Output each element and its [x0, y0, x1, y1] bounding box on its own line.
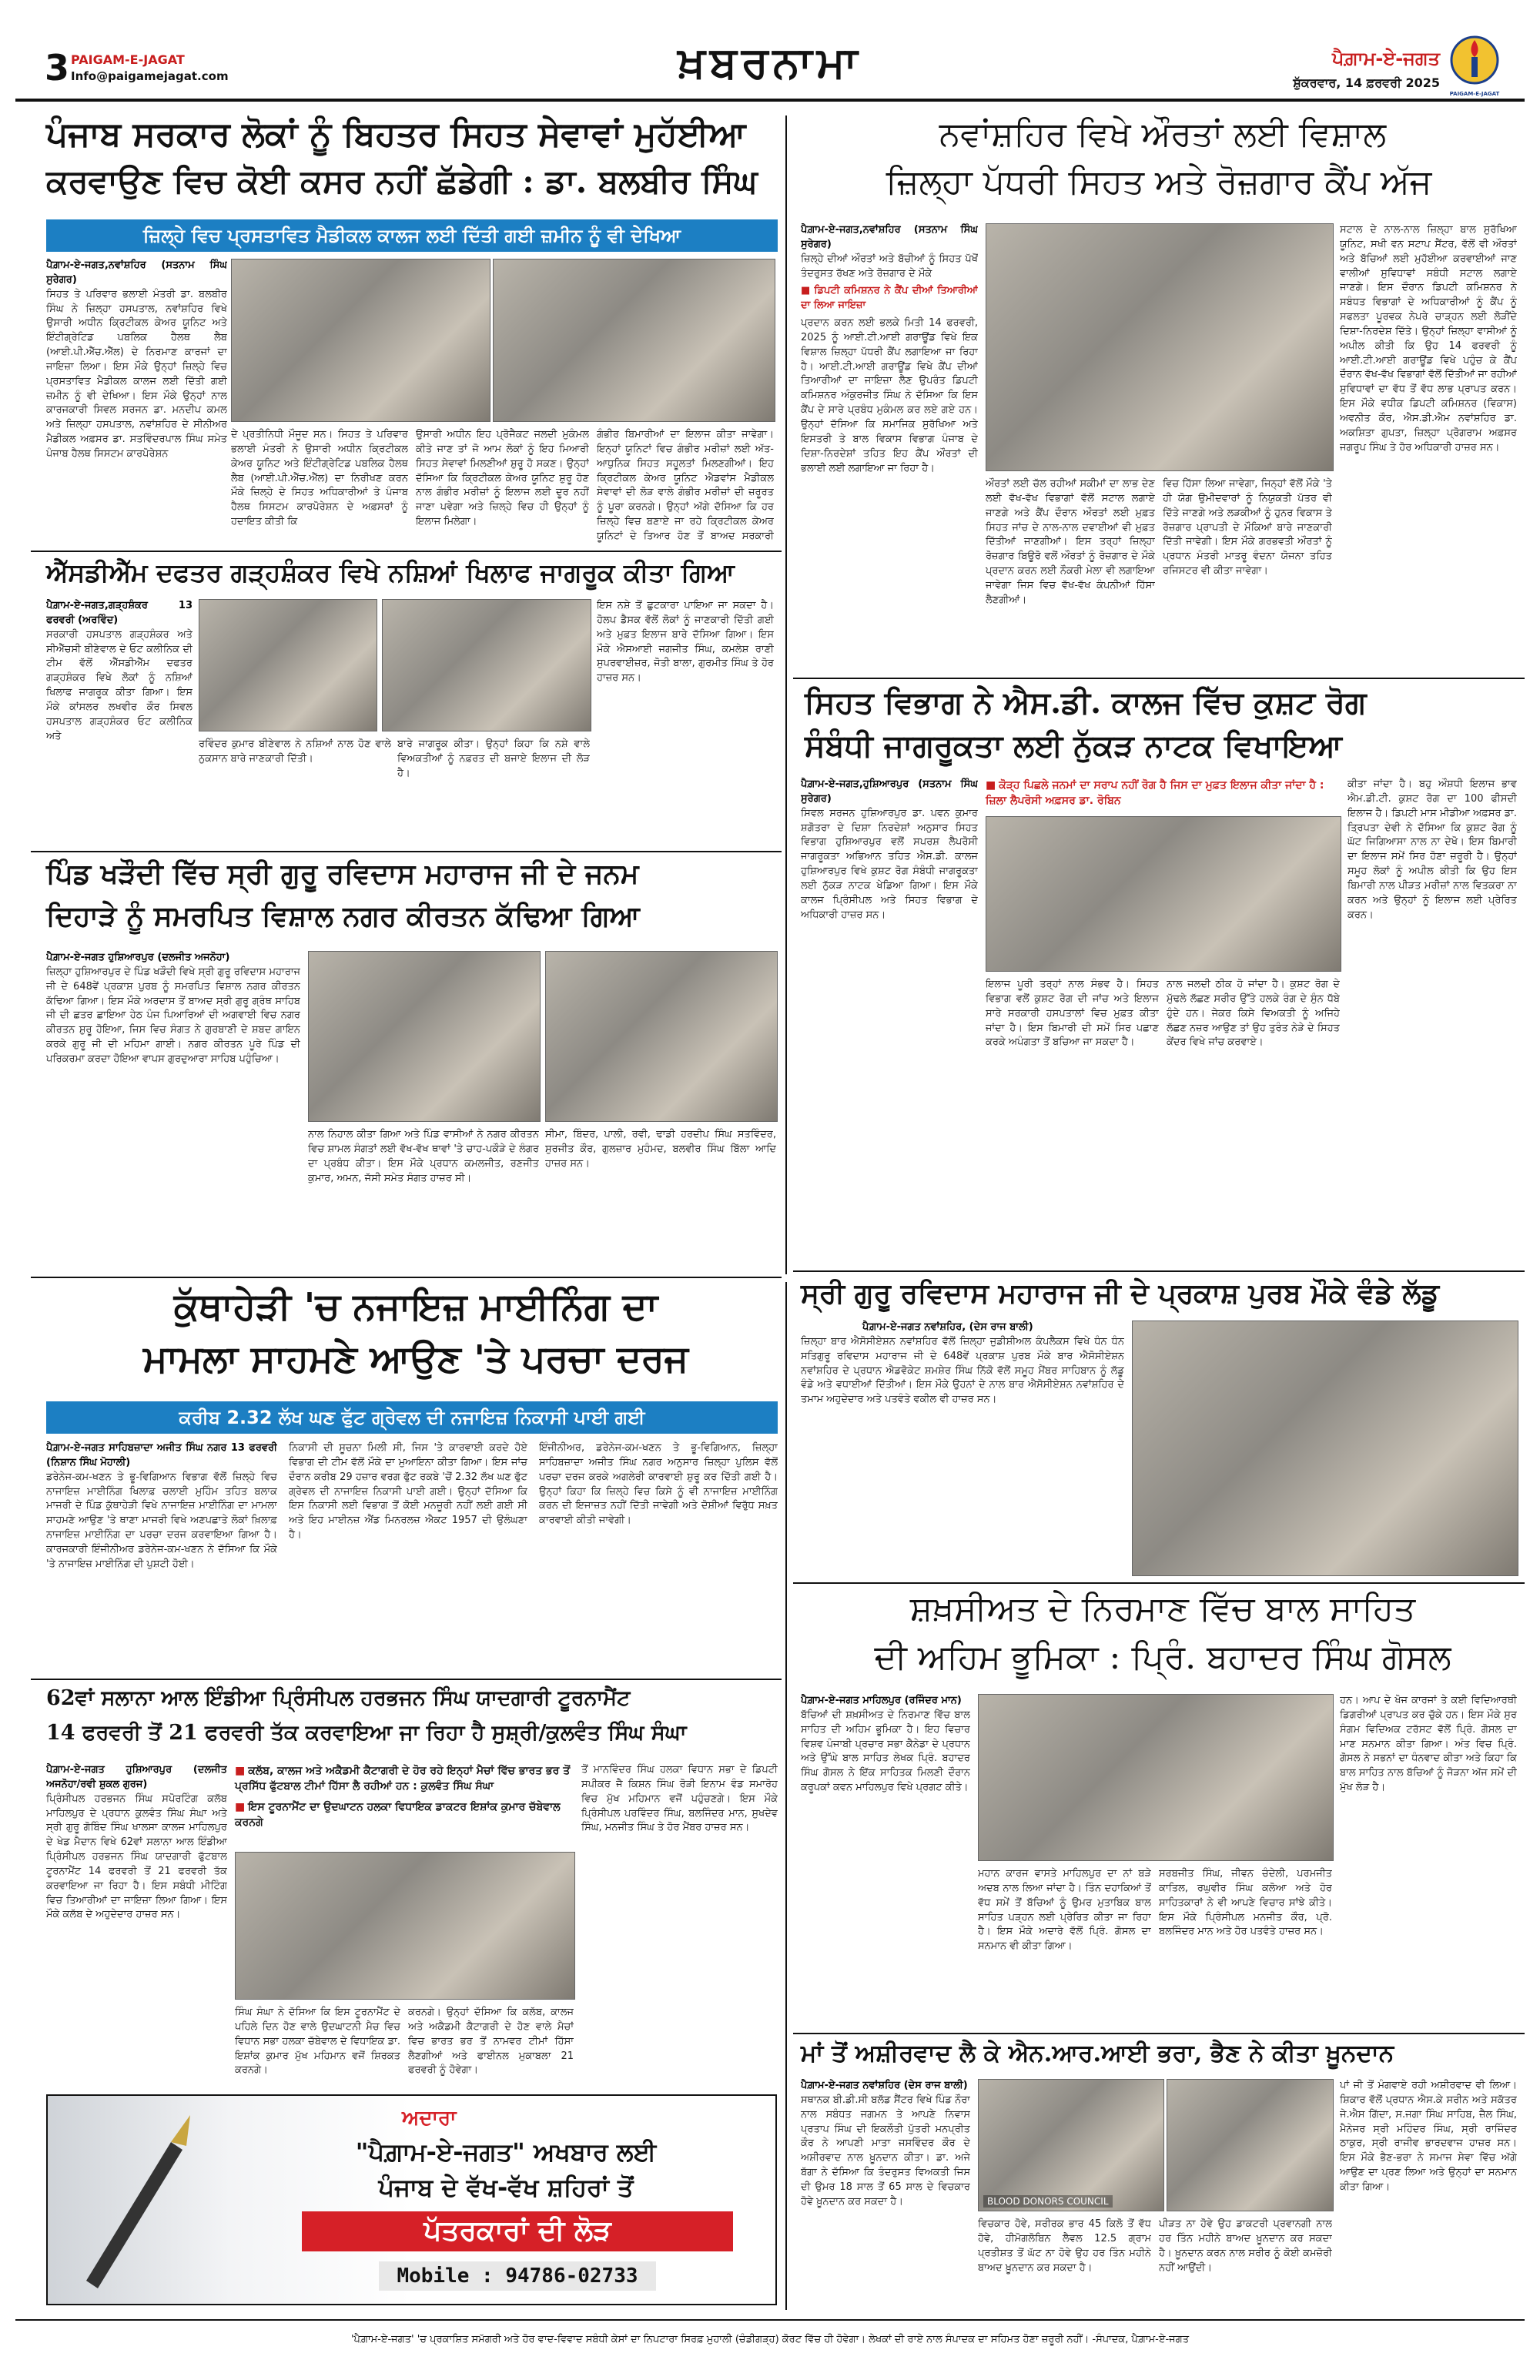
page-header	[0, 0, 1540, 97]
a7-photo	[1132, 1321, 1518, 1576]
divider-h-right-1	[793, 678, 1525, 679]
a8-headline-1: ਸ਼ਖ਼ਸੀਅਤ ਦੇ ਨਿਰਮਾਣ ਵਿੱਚ ਬਾਲ ਸਾਹਿਤ	[909, 1589, 1416, 1629]
a6-col-3: ਇੰਜੀਨੀਅਰ, ਡਰੇਨੇਜ-ਕਮ-ਖਣਨ ਤੇ ਭੂ-ਵਿਗਿਆਨ, ਜ਼ਿਲ੍ਹਾ ਸਾਹਿਬਜ਼ਾਦਾ ਅਜੀਤ ਸਿੰਘ ਨਗਰ ਅਨੁਸਾਰ ਜ਼ਿਲ੍ਹਾ ਪੁਲਿਸ ਵੱਲੋਂ ਪਰਚਾ ਦਰਜ ਕਰਕੇ ਅਗਲੇਰੀ ਕਾਰਵਾਈ ਸ਼ੁਰੂ ਕਰ ਦਿੱਤੀ ਗਈ ਹੈ। ਉਨ੍ਹਾਂ ਕਿਹਾ ਕਿ ਜ਼ਿਲ੍ਹੇ ਵਿਚ ਕਿਸੇ ਨੂੰ ਵੀ ਨਾਜਾਇਜ਼ ਮਾਈਨਿੰਗ ਕਰਨ ਦੀ ਇਜਾਜ਼ਤ ਨਹੀਂ ਦਿੱਤੀ ਜਾਵੇਗੀ ਅਤੇ ਦੋਸ਼ੀਆਂ ਵਿਰੁੱਧ ਸਖ਼ਤ ਕਾਰਵਾਈ ਕੀਤੀ ਜਾਵੇਗੀ।	[539, 1442, 778, 1527]
divider-h-1	[31, 551, 782, 552]
a1-col-1: ਪੈਗ਼ਾਮ-ਏ-ਜਗਤ,ਨਵਾਂਸ਼ਹਿਰ (ਸਤਨਾਮ ਸਿੰਘ ਸੁਰੇਗਰ) ਸਿਹਤ ਤੇ ਪਰਿਵਾਰ ਭਲਾਈ ਮੰਤਰੀ ਡਾ. ਬਲਬੀਰ ਸਿੰਘ ਨੇ ਜ਼ਿਲ੍ਹਾ ਹਸਪਤਾਲ, ਨਵਾਂਸ਼ਹਿਰ ਵਿਖੇ ਉਸਾਰੀ ਅਧੀਨ ਕ੍ਰਿਟੀਕਲ ਕੇਅਰ ਯੂਨਿਟ ਅਤੇ ਇੰਟੀਗ੍ਰੇਟਿਡ ਪਬਲਿਕ ਹੈਲਥ ਲੈਬ (ਆਈ.ਪੀ.ਐੱਚ.ਐੱਲ) ਦੇ ਨਿਰਮਾਣ ਕਾਰਜਾਂ ਦਾ ਜਾਇਜ਼ਾ ਲਿਆ। ਇਸ ਮੌਕੇ ਉਨ੍ਹਾਂ ਜ਼ਿਲ੍ਹੇ ਵਿਚ ਪ੍ਰਸਤਾਵਿਤ ਮੈਡੀਕਲ ਕਾਲਜ ਲਈ ਦਿੱਤੀ ਗਈ ਜ਼ਮੀਨ ਨੂੰ ਵੀ ਦੇਖਿਆ। ਇਸ ਮੌਕੇ ਉਨ੍ਹਾਂ ਨਾਲ ਕਾਰਜਕਾਰੀ ਸਿਵਲ ਸਰਜਨ ਡਾ. ਮਨਦੀਪ ਕਮਲ ਅਤੇ ਜ਼ਿਲ੍ਹਾ ਹਸਪਤਾਲ, ਨਵਾਂਸ਼ਹਿਰ ਦੇ ਸੀਨੀਅਰ ਮੈਡੀਕਲ ਅਫ਼ਸਰ ਡਾ. ਸਤਵਿੰਦਰਪਾਲ ਸਿੰਘ ਸਮੇਤ ਪੰਜਾਬ ਹੈਲਥ ਸਿਸਟਮ ਕਾਰਪੋਰੇਸ਼ਨ	[46, 259, 227, 460]
a5-photo-1	[308, 951, 541, 1122]
a1-col-4: ਗੰਭੀਰ ਬਿਮਾਰੀਆਂ ਦਾ ਇਲਾਜ ਕੀਤਾ ਜਾਵੇਗਾ। ਇਨ੍ਹਾਂ ਯੂਨਿਟਾਂ ਵਿਚ ਗੰਭੀਰ ਮਰੀਜ਼ਾਂ ਲਈ ਅੱਤ-ਆਧੁਨਿਕ ਸਿਹਤ ਸਹੂਲਤਾਂ ਮਿਲਣਗੀਆਂ। ਇਹ ਕ੍ਰਿਟੀਕਲ ਕੇਅਰ ਯੂਨਿਟ ਐਡਵਾਂਸ ਮੈਡੀਕਲ ਸੇਵਾਵਾਂ ਦੀ ਲੋੜ ਵਾਲੇ ਗੰਭੀਰ ਮਰੀਜ਼ਾਂ ਦੀ ਜ਼ਰੂਰਤ ਨੂੰ ਪੂਰਾ ਕਰਨਗੇ। ਉਨ੍ਹਾਂ ਅੱਗੇ ਦੱਸਿਆ ਕਿ ਹਰ ਜ਼ਿਲ੍ਹੇ ਵਿਚ ਬਣਾਏ ਜਾ ਰਹੇ ਕ੍ਰਿਟੀਕਲ ਕੇਅਰ ਯੂਨਿਟਾਂ ਦੇ ਤਿਆਰ ਹੋਣ ਤੋਂ ਬਾਅਦ ਸਰਕਾਰੀ	[597, 429, 774, 542]
issue-date: ਸ਼ੁੱਕਰਵਾਰ, 14 ਫ਼ਰਵਰੀ 2025	[1293, 75, 1440, 90]
a4-photo	[986, 816, 1341, 972]
a9-col-2: ਸਿੰਘ ਸੰਘਾ ਨੇ ਦੱਸਿਆ ਕਿ ਇਸ ਟੂਰਨਾਮੈਂਟ ਦੇ ਪਹਿਲੇ ਦਿਨ ਹੋਣ ਵਾਲੇ ਉਦਘਾਟਨੀ ਮੈਚ ਵਿਚ ਵਿਧਾਨ ਸਭਾ ਹਲਕਾ ਚੱਬੇਵਾਲ ਦੇ ਵਿਧਾਇਕ ਡਾ. ਇਸ਼ਾਂਕ ਕੁਮਾਰ ਮੁੱਖ ਮਹਿਮਾਨ ਵਜੋਂ ਸ਼ਿਰਕਤ ਕਰਨਗੇ।	[235, 2007, 400, 2077]
a7-text: ਪੈਗ਼ਾਮ-ਏ-ਜਗਤ ਨਵਾਂਸ਼ਹਿਰ, (ਦੇਸ ਰਾਜ ਬਾਲੀ) ਜ਼ਿਲ੍ਹਾ ਬਾਰ ਐਸੋਸੀਏਸ਼ਨ ਨਵਾਂਸ਼ਹਿਰ ਵੱਲੋਂ ਜ਼ਿਲ੍ਹਾ ਜੁਡੀਸ਼ੀਅਲ ਕੰਪਲੈਕਸ ਵਿਖੇ ਧੰਨ ਧੰਨ ਸਤਿਗੁਰੂ ਰਵਿਦਾਸ ਮਹਾਰਾਜ ਜੀ ਦੇ 648ਵੇਂ ਪ੍ਰਕਾਸ਼ ਪੁਰਬ ਮੌਕੇ ਬਾਰ ਐਸੋਸੀਏਸ਼ਨ ਨਵਾਂਸ਼ਹਿਰ ਦੇ ਪ੍ਰਧਾਨ ਐਡਵੋਕੇਟ ਸ਼ਮਸ਼ੇਰ ਸਿੰਘ ਨਿੱਕੋ ਵੱਲੋਂ ਸਮੂਹ ਮੈਂਬਰ ਸਾਹਿਬਾਨ ਨੂੰ ਲੱਡੂ ਵੰਡੇ ਅਤੇ ਵਧਾਈਆਂ ਦਿੱਤੀਆਂ। ਇਸ ਮੌਕੇ ਉਹਨਾਂ ਦੇ ਨਾਲ ਬਾਰ ਐਸੋਸੀਏਸ਼ਨ ਨਵਾਂਸ਼ਹਿਰ ਦੇ ਤਮਾਮ ਅਹੁਦੇਦਾਰ ਅਤੇ ਪਤਵੰਤੇ ਵਕੀਲ ਵੀ ਹਾਜ਼ਰ ਸਨ।	[801, 1321, 1124, 1406]
divider-h-right-4	[793, 2033, 1525, 2034]
a9-headline-1: 62ਵਾਂ ਸਲਾਨਾ ਆਲ ਇੰਡੀਆ ਪ੍ਰਿੰਸੀਪਲ ਹਰਭਜਨ ਸਿੰਘ ਯਾਦਗਾਰੀ ਟੂਰਨਾਮੈਂਟ	[46, 1686, 631, 1710]
a5-headline-2: ਦਿਹਾੜੇ ਨੂੰ ਸਮਰਪਿਤ ਵਿਸ਼ਾਲ ਨਗਰ ਕੀਰਤਨ ਕੱਢਿਆ ਗਿਆ	[46, 900, 640, 932]
a2-col-2: ਔਰਤਾਂ ਲਈ ਚੱਲ ਰਹੀਆਂ ਸਕੀਮਾਂ ਦਾ ਲਾਭ ਦੇਣ ਲਈ ਵੱਖ-ਵੱਖ ਵਿਭਾਗਾਂ ਵੱਲੋਂ ਸਟਾਲ ਲਗਾਏ ਜਾਣਗੇ ਅਤੇ ਕੈਂਪ ਦੌਰਾਨ ਔਰਤਾਂ ਲਈ ਮੁਫ਼ਤ ਸਿਹਤ ਜਾਂਚ ਦੇ ਨਾਲ-ਨਾਲ ਦਵਾਈਆਂ ਵੀ ਮੁਫ਼ਤ ਦਿੱਤੀਆਂ ਜਾਣਗੀਆਂ। ਇਸ ਤਰ੍ਹਾਂ ਜ਼ਿਲ੍ਹਾ ਰੋਜ਼ਗਾਰ ਬਿਊਰੋ ਵਲੋਂ ਔਰਤਾਂ ਨੂੰ ਰੋਜ਼ਗਾਰ ਦੇ ਮੌਕੇ ਪ੍ਰਦਾਨ ਕਰਨ ਲਈ ਨੌਕਰੀ ਮੇਲਾ ਵੀ ਲਗਾਇਆ ਜਾਵੇਗਾ ਜਿਸ ਵਿਚ ਵੱਖ-ਵੱਖ ਕੰਪਨੀਆਂ ਹਿੱਸਾ ਲੈਣਗੀਆਂ।	[986, 478, 1155, 606]
a10-col-2: ਵਿਚਕਾਰ ਹੋਵੇ, ਸਰੀਰਕ ਭਾਰ 45 ਕਿਲੋ ਤੋਂ ਵੱਧ ਹੋਵੇ, ਹੀਮੋਗਲੋਬਿਨ ਲੈਵਲ 12.5 ਗ੍ਰਾਮ ਪ੍ਰਤੀਸ਼ਤ ਤੋਂ ਘੱਟ ਨਾ ਹੋਵੇ ਉਹ ਹਰ ਤਿੰਨ ਮਹੀਨੇ ਬਾਅਦ ਖ਼ੂਨਦਾਨ ਕਰ ਸਕਦਾ ਹੈ।	[978, 2218, 1151, 2274]
a1-col-3: ਉਸਾਰੀ ਅਧੀਨ ਇਹ ਪ੍ਰੋਜੈਕਟ ਜਲਦੀ ਮੁਕੰਮਲ ਕੀਤੇ ਜਾਣ ਤਾਂ ਜੋ ਆਮ ਲੋਕਾਂ ਨੂੰ ਇਹ ਮਿਆਰੀ ਸਿਹਤ ਸੇਵਾਵਾਂ ਮਿਲਣੀਆਂ ਸ਼ੁਰੂ ਹੋ ਸਕਣ। ਉਨ੍ਹਾਂ ਦੱਸਿਆ ਕਿ ਕ੍ਰਿਟੀਕਲ ਕੇਅਰ ਯੂਨਿਟ ਸ਼ੁਰੂ ਹੋਣ ਨਾਲ ਗੰਭੀਰ ਮਰੀਜ਼ਾਂ ਨੂੰ ਇਲਾਜ ਲਈ ਦੂਰ ਨਹੀਂ ਜਾਣਾ ਪਵੇਗਾ ਅਤੇ ਜ਼ਿਲ੍ਹੇ ਵਿਚ ਹੀ ਉਨ੍ਹਾਂ ਨੂੰ ਇਲਾਜ ਮਿਲੇਗਾ।	[416, 429, 589, 528]
a4-headline-1: ਸਿਹਤ ਵਿਭਾਗ ਨੇ ਐਸ.ਡੀ. ਕਾਲਜ ਵਿੱਚ ਕੁਸ਼ਟ ਰੋਗ	[805, 685, 1367, 721]
ad-line-4: ਪੱਤਰਕਾਰਾਂ ਦੀ ਲੋੜ	[302, 2211, 733, 2251]
pen-icon	[63, 2111, 194, 2288]
a2-headline-2: ਜ਼ਿਲ੍ਹਾ ਪੱਧਰੀ ਸਿਹਤ ਅਤੇ ਰੋਜ਼ਗਾਰ ਕੈਂਪ ਅੱਜ	[886, 162, 1432, 202]
a4-col-1: ਪੈਗ਼ਾਮ-ਏ-ਜਗਤ,ਹੁਸ਼ਿਆਰਪੁਰ (ਸਤਨਾਮ ਸਿੰਘ ਸੁਰੇਗਰ) ਸਿਵਲ ਸਰਜਨ ਹੁਸ਼ਿਆਰਪੁਰ ਡਾ. ਪਵਨ ਕੁਮਾਰ ਸ਼ਗੋਤਰਾ ਦੇ ਦਿਸ਼ਾ ਨਿਰਦੇਸ਼ਾਂ ਅਨੁਸਾਰ ਸਿਹਤ ਵਿਭਾਗ ਹੁਸ਼ਿਆਰਪੁਰ ਵਲੋਂ ਸਪਰਸ਼ ਲੈਪਰੋਸੀ ਜਾਗਰੂਕਤਾ ਅਭਿਆਨ ਤਹਿਤ ਐਸ.ਡੀ. ਕਾਲਜ ਹੁਸ਼ਿਆਰਪੁਰ ਵਿਖੇ ਕੁਸ਼ਟ ਰੋਗ ਸੰਬੰਧੀ ਜਾਗਰੂਕਤਾ ਲਈ ਨੁੱਕੜ ਨਾਟਕ ਖੇਡਿਆ ਗਿਆ। ਇਸ ਮੌਕੇ ਕਾਲਜ ਪ੍ਰਿੰਸੀਪਲ ਅਤੇ ਸਿਹਤ ਵਿਭਾਗ ਦੇ ਅਧਿਕਾਰੀ ਹਾਜ਼ਰ ਸਨ।	[801, 778, 978, 921]
a10-headline: ਮਾਂ ਤੋਂ ਅਸ਼ੀਰਵਾਦ ਲੈ ਕੇ ਐਨ.ਆਰ.ਆਈ ਭਰਾ, ਭੈਣ ਨੇ ਕੀਤਾ ਖ਼ੂਨਦਾਨ	[801, 2040, 1394, 2067]
a6-subhead: ਕਰੀਬ 2.32 ਲੱਖ ਘਣ ਫੁੱਟ ਗ੍ਰੇਵਲ ਦੀ ਨਜਾਇਜ਼ ਨਿਕਾਸੀ ਪਾਈ ਗਈ	[46, 1401, 778, 1434]
a2-col-1: ਪੈਗ਼ਾਮ-ਏ-ਜਗਤ,ਨਵਾਂਸ਼ਹਿਰ (ਸਤਨਾਮ ਸਿੰਘ ਸੁਰੇਗਰ) ਜ਼ਿਲ੍ਹੇ ਦੀਆਂ ਔਰਤਾਂ ਅਤੇ ਬੱਚੀਆਂ ਨੂੰ ਸਿਹਤ ਪੱਖੋਂ ਤੰਦਰੁਸਤ ਰੱਖਣ ਅਤੇ ਰੋਜ਼ਗਾਰ ਦੇ ਮੌਕੇ ■ ਡਿਪਟੀ ਕਮਿਸ਼ਨਰ ਨੇ ਕੈਂਪ ਦੀਆਂ ਤਿਆਰੀਆਂ ਦਾ ਲਿਆ ਜਾਇਜ਼ਾ ਪ੍ਰਦਾਨ ਕਰਨ ਲਈ ਭਲਕੇ ਮਿਤੀ 14 ਫਰਵਰੀ, 2025 ਨੂੰ ਆਈ.ਟੀ.ਆਈ ਗਰਾਊਂਡ ਵਿਖੇ ਇਕ ਵਿਸ਼ਾਲ ਜ਼ਿਲ੍ਹਾ ਪੱਧਰੀ ਕੈਂਪ ਲਗਾਇਆ ਜਾ ਰਿਹਾ ਹੈ। ਆਈ.ਟੀ.ਆਈ ਗਰਾਊਂਡ ਵਿਖੇ ਕੈਂਪ ਦੀਆਂ ਤਿਆਰੀਆਂ ਦਾ ਜਾਇਜ਼ਾ ਲੈਣ ਉਪਰੰਤ ਡਿਪਟੀ ਕਮਿਸ਼ਨਰ ਅੰਕੁਰਜੀਤ ਸਿੰਘ ਨੇ ਦੱਸਿਆ ਕਿ ਇਸ ਕੈਂਪ ਦੇ ਸਾਰੇ ਪ੍ਰਬੰਧ ਮੁਕੰਮਲ ਕਰ ਲਏ ਗਏ ਹਨ। ਉਨ੍ਹਾਂ ਦੱਸਿਆ ਕਿ ਸਮਾਜਿਕ ਸੁਰੱਖਿਆ ਅਤੇ ਇਸਤਰੀ ਤੇ ਬਾਲ ਵਿਕਾਸ ਵਿਭਾਗ ਪੰਜਾਬ ਦੇ ਦਿਸ਼ਾ-ਨਿਰਦੇਸ਼ਾਂ ਤਹਿਤ ਇਹ ਕੈਂਪ ਔਰਤਾਂ ਦੀ ਭਲਾਈ ਲਈ ਲਗਾਇਆ ਜਾ ਰਿਹਾ ਹੈ।	[801, 224, 978, 474]
a5-col-3: ਸੀਮਾ, ਬਿੰਦਰ, ਪਾਲੀ, ਰਵੀ, ਢਾਡੀ ਹਰਦੀਪ ਸਿੰਘ ਸਤਵਿੰਦਰ, ਸੁਰਜੀਤ ਕੌਰ, ਗੁਲਜ਼ਾਰ ਮੁਹੰਮਦ, ਬਲਵੀਰ ਸਿੰਘ ਬਿੱਲਾ ਆਦਿ ਹਾਜ਼ਰ ਸਨ।	[545, 1129, 776, 1170]
header-rule	[15, 99, 1525, 102]
divider-h-2	[31, 851, 782, 852]
a8-headline-2: ਦੀ ਅਹਿਮ ਭੂਮਿਕਾ : ਪ੍ਰਿੰ. ਬਹਾਦਰ ਸਿੰਘ ਗੋਸਲ	[874, 1638, 1451, 1677]
torch-logo-icon	[1448, 31, 1502, 92]
footer-disclaimer: 'ਪੈਗ਼ਾਮ-ਏ-ਜਗਤ' 'ਚ ਪ੍ਰਕਾਸ਼ਿਤ ਸਮੱਗਰੀ ਅਤੇ ਹੋਰ ਵਾਦ-ਵਿਵਾਦ ਸਬੰਧੀ ਕੇਸਾਂ ਦਾ ਨਿਪਟਾਰਾ ਸਿਰਫ਼ ਮੁਹਾਲੀ (ਚੰਡੀਗੜ੍ਹ) ਕੋਰਟ ਵਿੱਚ ਹੀ ਹੋਵੇਗਾ। ਲੇਖਕਾਂ ਦੀ ਰਾਏ ਨਾਲ ਸੰਪਾਦਕ ਦਾ ਸਹਿਮਤ ਹੋਣਾ ਜ਼ਰੂਰੀ ਨਹੀਂ। -ਸੰਪਾਦਕ, ਪੈਗ਼ਾਮ-ਏ-ਜਗਤ	[350, 2334, 1190, 2345]
recruitment-ad	[46, 2094, 777, 2305]
logo	[1448, 31, 1502, 97]
a2-col-3: ਵਿਚ ਹਿੱਸਾ ਲਿਆ ਜਾਵੇਗਾ, ਜਿਨ੍ਹਾਂ ਵੱਲੋਂ ਮੌਕੇ 'ਤੇ ਹੀ ਯੋਗ ਉਮੀਦਵਾਰਾਂ ਨੂੰ ਨਿਯੁਕਤੀ ਪੱਤਰ ਵੀ ਦਿੱਤੇ ਜਾਣਗੇ ਅਤੇ ਲੜਕੀਆਂ ਨੂੰ ਹੁਨਰ ਵਿਕਾਸ ਤੇ ਰੋਜ਼ਗਾਰ ਪ੍ਰਾਪਤੀ ਦੇ ਮੌਕਿਆਂ ਬਾਰੇ ਜਾਣਕਾਰੀ ਦਿੱਤੀ ਜਾਵੇਗੀ। ਇਸ ਮੌਕੇ ਗਰਭਵਤੀ ਔਰਤਾਂ ਨੂੰ ਪ੍ਰਧਾਨ ਮੰਤਰੀ ਮਾਤਰੂ ਵੰਦਨਾ ਯੋਜਨਾ ਤਹਿਤ ਰਜਿਸਟਰ ਵੀ ਕੀਤਾ ਜਾਵੇਗਾ।	[1163, 478, 1332, 577]
divider-v-top	[785, 115, 787, 1274]
a4-col-3: ਨਾਲ ਜਲਦੀ ਠੀਕ ਹੋ ਜਾਂਦਾ ਹੈ। ਕੁਸ਼ਟ ਰੋਗ ਦੇ ਮੁੱਢਲੇ ਲੱਛਣ ਸਰੀਰ ਉੱਤੇ ਹਲਕੇ ਰੰਗ ਦੇ ਸੁੰਨ ਧੱਬੇ ਹੁੰਦੇ ਹਨ। ਜੇਕਰ ਕਿਸੇ ਵਿਅਕਤੀ ਨੂੰ ਅਜਿਹੇ ਲੱਛਣ ਨਜ਼ਰ ਆਉਣ ਤਾਂ ਉਹ ਤੁਰੰਤ ਨੇੜੇ ਦੇ ਸਿਹਤ ਕੇਂਦਰ ਵਿਖੇ ਜਾਂਚ ਕਰਵਾਏ।	[1167, 979, 1340, 1049]
a9-bullet-1: ■ ਕਲੱਬ, ਕਾਲਜ ਅਤੇ ਅਕੈਡਮੀ ਕੈਟਾਗਰੀ ਦੇ ਹੋਰ ਰਹੇ ਇਨ੍ਹਾਂ ਮੈਚਾਂ ਵਿੱਚ ਭਾਰਤ ਭਰ ਤੋਂ ਪ੍ਰਸਿੱਧ ਫੁੱਟਬਾਲ ਟੀਮਾਂ ਹਿੱਸਾ ਲੈ ਰਹੀਆਂ ਹਨ : ਕੁਲਵੰਤ ਸਿੰਘ ਸੰਘਾ	[235, 1765, 571, 1793]
a10-photo-2	[1167, 2079, 1334, 2211]
a3-photo-2	[382, 599, 591, 731]
a9-photo	[235, 1852, 575, 2000]
a8-col-3: ਸਰਬਜੀਤ ਸਿੰਘ, ਜੀਵਨ ਚੰਦੇਲੀ, ਪਰਮਜੀਤ ਕਾਤਿਲ, ਰਘੁਵੀਰ ਸਿੰਘ ਕਲੋਆ ਅਤੇ ਹੋਰ ਸਾਹਿਤਕਾਰਾਂ ਨੇ ਵੀ ਆਪਣੇ ਵਿਚਾਰ ਸਾਂਝੇ ਕੀਤੇ। ਇਸ ਮੌਕੇ ਪ੍ਰਿੰਸੀਪਲ ਮਨਜੀਤ ਕੌਰ, ਪ੍ਰੋ. ਬਲਜਿੰਦਰ ਮਾਨ ਅਤੇ ਹੋਰ ਪਤਵੰਤੇ ਹਾਜ਼ਰ ਸਨ।	[1159, 1868, 1332, 1938]
a6-headline-2: ਮਾਮਲਾ ਸਾਹਮਣੇ ਆਉਣ 'ਤੇ ਪਰਚਾ ਦਰਜ	[143, 1337, 688, 1381]
footer-rule	[15, 2319, 1525, 2321]
a9-headline-2: 14 ਫਰਵਰੀ ਤੋਂ 21 ਫਰਵਰੀ ਤੱਕ ਕਰਵਾਇਆ ਜਾ ਰਿਹਾ ਹੈ ਸੁਸ਼੍ਰੀ/ਕੁਲਵੰਤ ਸਿੰਘ ਸੰਘਾ	[46, 1721, 687, 1745]
a9-col-3: ਕਰਨਗੇ। ਉਨ੍ਹਾਂ ਦੱਸਿਆ ਕਿ ਕਲੱਬ, ਕਾਲਜ ਅਤੇ ਅਕੈਡਮੀ ਕੈਟਾਗਰੀ ਦੇ ਹੋਣ ਵਾਲੇ ਮੈਚਾਂ ਵਿਚ ਭਾਰਤ ਭਰ ਤੋਂ ਨਾਮਵਰ ਟੀਮਾਂ ਹਿੱਸਾ ਲੈਣਗੀਆਂ ਅਤੇ ਫਾਈਨਲ ਮੁਕਾਬਲਾ 21 ਫਰਵਰੀ ਨੂੰ ਹੋਵੇਗਾ।	[408, 2007, 574, 2077]
a4-col-4: ਕੀਤਾ ਜਾਂਦਾ ਹੈ। ਬਹੁ ਔਸ਼ਧੀ ਇਲਾਜ ਭਾਵ ਐਮ.ਡੀ.ਟੀ. ਕੁਸ਼ਟ ਰੋਗ ਦਾ 100 ਫੀਸਦੀ ਇਲਾਜ ਹੈ। ਡਿਪਟੀ ਮਾਸ ਮੀਡੀਆ ਅਫ਼ਸਰ ਡਾ. ਤ੍ਰਿਪਤਾ ਦੇਵੀ ਨੇ ਦੱਸਿਆ ਕਿ ਕੁਸ਼ਟ ਰੋਗ ਨੂੰ ਘੱਟ ਜਿਗਿਆਸਾ ਨਾਲ ਨਾ ਦੇਖੋ। ਇਸ ਬਿਮਾਰੀ ਦਾ ਇਲਾਜ ਸਮੇਂ ਸਿਰ ਹੋਣਾ ਜ਼ਰੂਰੀ ਹੈ। ਉਨ੍ਹਾਂ ਸਮੂਹ ਲੋਕਾਂ ਨੂੰ ਅਪੀਲ ਕੀਤੀ ਕਿ ਉਹ ਇਸ ਬਿਮਾਰੀ ਨਾਲ ਪੀੜਤ ਮਰੀਜ਼ਾਂ ਨਾਲ ਵਿਤਕਰਾ ਨਾ ਕਰਨ ਅਤੇ ਉਨ੍ਹਾਂ ਨੂੰ ਇਲਾਜ ਲਈ ਪ੍ਰੇਰਿਤ ਕਰਨ।	[1348, 778, 1517, 921]
a3-photo-1	[199, 599, 377, 731]
a5-photo-2	[545, 951, 778, 1122]
a9-col-4: ਤੋਂ ਮਾਨਵਿੰਦਰ ਸਿੰਘ ਹਲਕਾ ਵਿਧਾਨ ਸਭਾ ਦੇ ਡਿਪਟੀ ਸਪੀਕਰ ਜੈ ਕਿਸ਼ਨ ਸਿੰਘ ਰੋੜੀ ਇਨਾਮ ਵੰਡ ਸਮਾਰੋਹ ਵਿਚ ਮੁੱਖ ਮਹਿਮਾਨ ਵਜੋਂ ਪਹੁੰਚਣਗੇ। ਇਸ ਮੌਕੇ ਪ੍ਰਿੰਸੀਪਲ ਪਰਵਿੰਦਰ ਸਿੰਘ, ਬਲਜਿੰਦਰ ਮਾਨ, ਸੁਖਦੇਵ ਸਿੰਘ, ਮਨਜੀਤ ਸਿੰਘ ਤੇ ਹੋਰ ਮੈਂਬਰ ਹਾਜ਼ਰ ਸਨ।	[581, 1764, 778, 1834]
a8-photo	[978, 1694, 1334, 1861]
a10-col-1: ਪੈਗ਼ਾਮ-ਏ-ਜਗਤ ਨਵਾਂਸ਼ਹਿਰ (ਦੇਸ ਰਾਜ ਬਾਲੀ) ਸਥਾਨਕ ਬੀ.ਡੀ.ਸੀ ਬਲੱਡ ਸੈਂਟਰ ਵਿਖੇ ਪਿੰਡ ਨੌਰਾ ਨਾਲ ਸਬੰਧਤ ਜਗਮਨ ਤੇ ਆਪਣੇ ਨਿਵਾਸ ਪ੍ਰਤਾਪ ਸਿੰਘ ਦੀ ਇਕਲੌਤੀ ਪੁੱਤਰੀ ਮਨਪ੍ਰੀਤ ਕੌਰ ਨੇ ਆਪਣੀ ਮਾਤਾ ਜਸਵਿੰਦਰ ਕੌਰ ਦੇ ਅਸ਼ੀਰਵਾਦ ਨਾਲ ਖ਼ੂਨਦਾਨ ਕੀਤਾ। ਡਾ. ਅਜੇ ਬੱਗਾ ਨੇ ਦੱਸਿਆ ਕਿ ਤੰਦਰੁਸਤ ਵਿਅਕਤੀ ਜਿਸ ਦੀ ਉਮਰ 18 ਸਾਲ ਤੋਂ 65 ਸਾਲ ਦੇ ਵਿਚਕਾਰ ਹੋਵੇ ਖ਼ੂਨਦਾਨ ਕਰ ਸਕਦਾ ਹੈ।	[801, 2080, 970, 2208]
divider-h-right-3	[793, 1582, 1525, 1584]
a2-col-4: ਸਟਾਲ ਦੇ ਨਾਲ-ਨਾਲ ਜ਼ਿਲ੍ਹਾ ਬਾਲ ਸੁਰੱਖਿਆ ਯੂਨਿਟ, ਸਖੀ ਵਨ ਸਟਾਪ ਸੈਂਟਰ, ਵੱਲੋਂ ਵੀ ਔਰਤਾਂ ਅਤੇ ਬੱਚਿਆਂ ਲਈ ਮੁਹੱਈਆ ਕਰਵਾਈਆਂ ਜਾਣ ਵਾਲੀਆਂ ਸੁਵਿਧਾਵਾਂ ਸਬੰਧੀ ਸਟਾਲ ਲਗਾਏ ਜਾਣਗੇ। ਇਸ ਦੌਰਾਨ ਡਿਪਟੀ ਕਮਿਸ਼ਨਰ ਨੇ ਸਬੰਧਤ ਵਿਭਾਗਾਂ ਦੇ ਅਧਿਕਾਰੀਆਂ ਨੂੰ ਕੈਂਪ ਨੂੰ ਸਫਲਤਾ ਪੂਰਵਕ ਨੇਪਰੇ ਚਾੜ੍ਹਨ ਲਈ ਲੋੜੀਂਦੇ ਦਿਸ਼ਾ-ਨਿਰਦੇਸ਼ ਦਿੱਤੇ। ਉਨ੍ਹਾਂ ਜ਼ਿਲ੍ਹਾ ਵਾਸੀਆਂ ਨੂੰ ਅਪੀਲ ਕੀਤੀ ਕਿ ਉਹ 14 ਫਰਵਰੀ ਨੂੰ ਆਈ.ਟੀ.ਆਈ ਗਰਾਊਂਡ ਵਿਖੇ ਪਹੁੰਚ ਕੇ ਕੈਂਪ ਦੌਰਾਨ ਵੱਖ-ਵੱਖ ਵਿਭਾਗਾਂ ਵੱਲੋਂ ਦਿੱਤੀਆਂ ਜਾ ਰਹੀਆਂ ਸੁਵਿਧਾਵਾਂ ਦਾ ਵੱਧ ਤੋਂ ਵੱਧ ਲਾਭ ਪ੍ਰਾਪਤ ਕਰਨ। ਇਸ ਮੌਕੇ ਵਧੀਕ ਡਿਪਟੀ ਕਮਿਸ਼ਨਰ (ਵਿਕਾਸ) ਅਵਨੀਤ ਕੌਰ, ਐਸ.ਡੀ.ਐਮ ਨਵਾਂਸ਼ਹਿਰ ਡਾ. ਅਕਸ਼ਿਤਾ ਗੁਪਤਾ, ਜ਼ਿਲ੍ਹਾ ਪ੍ਰੋਗਰਾਮ ਅਫ਼ਸਰ ਜਗਰੂਪ ਸਿੰਘ ਤੇ ਹੋਰ ਅਧਿਕਾਰੀ ਹਾਜ਼ਰ ਸਨ।	[1340, 224, 1517, 454]
ad-line-1: ਅਦਾਰਾ	[402, 2107, 457, 2130]
brand-right: ਪੈਗ਼ਾਮ-ਏ-ਜਗਤ	[1331, 48, 1440, 69]
a3-col-3: ਬਾਰੇ ਜਾਗਰੂਕ ਕੀਤਾ। ਉਨ੍ਹਾਂ ਕਿਹਾ ਕਿ ਨਸ਼ੇ ਵਾਲੇ ਵਿਅਕਤੀਆਂ ਨੂੰ ਨਫ਼ਰਤ ਦੀ ਬਜਾਏ ਇਲਾਜ ਦੀ ਲੋੜ ਹੈ।	[397, 738, 590, 779]
a6-col-1: ਪੈਗ਼ਾਮ-ਏ-ਜਗਤ ਸਾਹਿਬਜ਼ਾਦਾ ਅਜੀਤ ਸਿੰਘ ਨਗਰ 13 ਫਰਵਰੀ (ਨਿਸ਼ਾਨ ਸਿੰਘ ਮੋਹਾਲੀ) ਡਰੇਨੇਜ-ਕਮ-ਖਣਨ ਤੇ ਭੂ-ਵਿਗਿਆਨ ਵਿਭਾਗ ਵੱਲੋਂ ਜ਼ਿਲ੍ਹੇ ਵਿਚ ਨਾਜਾਇਜ਼ ਮਾਈਨਿੰਗ ਖਿਲਾਫ਼ ਚਲਾਈ ਮੁਹਿੰਮ ਤਹਿਤ ਬਲਾਕ ਮਾਜਰੀ ਦੇ ਪਿੰਡ ਕੁੱਥਾਹੇੜੀ ਵਿਖੇ ਨਾਜਾਇਜ਼ ਮਾਈਨਿੰਗ ਦਾ ਮਾਮਲਾ ਸਾਹਮਣੇ ਆਉਣ 'ਤੇ ਥਾਣਾ ਮਾਜਰੀ ਵਿਖੇ ਅਣਪਛਾਤੇ ਲੋਕਾਂ ਖ਼ਿਲਾਫ਼ ਨਾਜਾਇਜ਼ ਮਾਈਨਿੰਗ ਦਾ ਪਰਚਾ ਦਰਜ ਕਰਵਾਇਆ ਗਿਆ ਹੈ। ਕਾਰਜਕਾਰੀ ਇੰਜੀਨੀਅਰ ਡਰੇਨੇਜ-ਕਮ-ਖਣਨ ਨੇ ਦੱਸਿਆ ਕਿ ਮੌਕੇ 'ਤੇ ਨਾਜਾਇਜ਼ ਮਾਈਨਿੰਗ ਦੀ ਪੁਸ਼ਟੀ ਹੋਈ।	[46, 1442, 277, 1570]
a5-col-1: ਪੈਗ਼ਾਮ-ਏ-ਜਗਤ ਹੁਸ਼ਿਆਰਪੁਰ (ਦਲਜੀਤ ਅਜਨੋਹਾ) ਜ਼ਿਲ੍ਹਾ ਹੁਸ਼ਿਆਰਪੁਰ ਦੇ ਪਿੰਡ ਖੜੌਦੀ ਵਿਖੇ ਸ੍ਰੀ ਗੁਰੂ ਰਵਿਦਾਸ ਮਹਾਰਾਜ ਜੀ ਦੇ 648ਵੇਂ ਪ੍ਰਕਾਸ਼ ਪੁਰਬ ਨੂੰ ਸਮਰਪਿਤ ਵਿਸ਼ਾਲ ਨਗਰ ਕੀਰਤਨ ਕੱਢਿਆ ਗਿਆ। ਇਸ ਮੌਕੇ ਅਰਦਾਸ ਤੋਂ ਬਾਅਦ ਸ੍ਰੀ ਗੁਰੂ ਗ੍ਰੰਥ ਸਾਹਿਬ ਜੀ ਦੀ ਛਤਰ ਛਾਇਆ ਹੇਠ ਪੰਜ ਪਿਆਰਿਆਂ ਦੀ ਅਗਵਾਈ ਵਿਚ ਨਗਰ ਕੀਰਤਨ ਸ਼ੁਰੂ ਹੋਇਆ, ਜਿਸ ਵਿਚ ਸੰਗਤ ਨੇ ਗੁਰਬਾਣੀ ਦੇ ਸ਼ਬਦ ਗਾਇਨ ਕਰਕੇ ਗੁਰੂ ਜੀ ਦੀ ਮਹਿਮਾ ਗਾਈ। ਨਗਰ ਕੀਰਤਨ ਪੂਰੇ ਪਿੰਡ ਦੀ ਪਰਿਕਰਮਾ ਕਰਦਾ ਹੋਇਆ ਵਾਪਸ ਗੁਰਦੁਆਰਾ ਸਾਹਿਬ ਪਹੁੰਚਿਆ।	[46, 952, 300, 1065]
a9-bullets	[235, 1763, 574, 1830]
a5-headline-1: ਪਿੰਡ ਖੜੌਦੀ ਵਿੱਚ ਸ੍ਰੀ ਗੁਰੂ ਰਵਿਦਾਸ ਮਹਾਰਾਜ ਜੀ ਦੇ ਜਨਮ	[46, 858, 639, 890]
a10-col-3: ਪੀੜਤ ਨਾ ਹੋਵੇ ਉਹ ਡਾਕਟਰੀ ਪ੍ਰਵਾਨਗੀ ਨਾਲ ਹਰ ਤਿੰਨ ਮਹੀਨੇ ਬਾਅਦ ਖ਼ੂਨਦਾਨ ਕਰ ਸਕਦਾ ਹੈ। ਖ਼ੂਨਦਾਨ ਕਰਨ ਨਾਲ ਸਰੀਰ ਨੂੰ ਕੋਈ ਕਮਜ਼ੋਰੀ ਨਹੀਂ ਆਉਂਦੀ।	[1159, 2218, 1332, 2274]
a1-col-2: ਦੇ ਪ੍ਰਤੀਨਿਧੀ ਮੌਜੂਦ ਸਨ। ਸਿਹਤ ਤੇ ਪਰਿਵਾਰ ਭਲਾਈ ਮੰਤਰੀ ਨੇ ਉਸਾਰੀ ਅਧੀਨ ਕ੍ਰਿਟੀਕਲ ਕੇਅਰ ਯੂਨਿਟ ਅਤੇ ਇੰਟੀਗ੍ਰੇਟਿਡ ਪਬਲਿਕ ਹੈਲਥ ਲੈਬ (ਆਈ.ਪੀ.ਐੱਚ.ਐੱਲ) ਦਾ ਨਿਰੀਖਣ ਕਰਨ ਮੌਕੇ ਜ਼ਿਲ੍ਹੇ ਦੇ ਸਿਹਤ ਅਧਿਕਾਰੀਆਂ ਤੇ ਪੰਜਾਬ ਹੈਲਥ ਸਿਸਟਮ ਕਾਰਪੋਰੇਸ਼ਨ ਦੇ ਅਫ਼ਸਰਾਂ ਨੂੰ ਹਦਾਇਤ ਕੀਤੀ ਕਿ	[231, 429, 408, 528]
a7-headline: ਸ੍ਰੀ ਗੁਰੂ ਰਵਿਦਾਸ ਮਹਾਰਾਜ ਜੀ ਦੇ ਪ੍ਰਕਾਸ਼ ਪੁਰਬ ਮੌਕੇ ਵੰਡੇ ਲੱਡੂ	[801, 1277, 1440, 1310]
a8-col-1: ਪੈਗ਼ਾਮ-ਏ-ਜਗਤ ਮਾਹਿਲਪੁਰ (ਰਜਿੰਦਰ ਮਾਨ) ਬੱਚਿਆਂ ਦੀ ਸ਼ਖ਼ਸੀਅਤ ਦੇ ਨਿਰਮਾਣ ਵਿੱਚ ਬਾਲ ਸਾਹਿਤ ਦੀ ਅਹਿਮ ਭੂਮਿਕਾ ਹੈ। ਇਹ ਵਿਚਾਰ ਵਿਸ਼ਵ ਪੰਜਾਬੀ ਪ੍ਰਚਾਰ ਸਭਾ ਕੈਨੇਡਾ ਦੇ ਪ੍ਰਧਾਨ ਅਤੇ ਉੱਘੇ ਬਾਲ ਸਾਹਿਤ ਲੇਖਕ ਪ੍ਰਿੰ. ਬਹਾਦਰ ਸਿੰਘ ਗੋਸਲ ਨੇ ਇੱਕ ਸਾਹਿਤਕ ਮਿਲਣੀ ਦੌਰਾਨ ਕਰੂਪਕਾਂ ਕਵਨ ਮਾਹਿਲਪੁਰ ਵਿਖੇ ਪ੍ਰਗਟ ਕੀਤੇ।	[801, 1695, 970, 1794]
a3-col-4: ਇਸ ਨਸ਼ੇ ਤੋਂ ਛੁਟਕਾਰਾ ਪਾਇਆ ਜਾ ਸਕਦਾ ਹੈ। ਹੋਲਪ ਡੈਸਕ ਵੱਲੋਂ ਲੋਕਾਂ ਨੂੰ ਜਾਣਕਾਰੀ ਦਿੱਤੀ ਗਈ ਅਤੇ ਮੁਫ਼ਤ ਇਲਾਜ ਬਾਰੇ ਦੱਸਿਆ ਗਿਆ। ਇਸ ਮੌਕੇ ਐਸਆਈ ਜਗਜੀਤ ਸਿੰਘ, ਕਮਲੇਸ਼ ਰਾਣੀ ਸੁਪਰਵਾਈਜ਼ਰ, ਜੋਤੀ ਬਾਲਾ, ਗੁਰਮੀਤ ਸਿੰਘ ਤੇ ਹੋਰ ਹਾਜ਼ਰ ਸਨ।	[597, 600, 774, 685]
a8-col-2: ਮਹਾਨ ਕਾਰਜ ਵਾਸਤੇ ਮਾਹਿਲਪੁਰ ਦਾ ਨਾਂ ਬੜੇ ਅਦਬ ਨਾਲ ਲਿਆ ਜਾਂਦਾ ਹੈ। ਤਿੰਨ ਦਹਾਕਿਆਂ ਤੋਂ ਵੱਧ ਸਮੇਂ ਤੋਂ ਬੱਚਿਆਂ ਨੂੰ ਉਮਰ ਮੁਤਾਬਿਕ ਬਾਲ ਸਾਹਿਤ ਪੜ੍ਹਨ ਲਈ ਪ੍ਰੇਰਿਤ ਕੀਤਾ ਜਾ ਰਿਹਾ ਹੈ। ਇਸ ਮੌਕੇ ਅਦਾਰੇ ਵੱਲੋਂ ਪ੍ਰਿੰ. ਗੋਸਲ ਦਾ ਸਨਮਾਨ ਵੀ ਕੀਤਾ ਗਿਆ।	[978, 1868, 1151, 1953]
divider-v-mid	[785, 1282, 787, 2310]
page-number: 3	[45, 47, 70, 89]
a2-headline-1: ਨਵਾਂਸ਼ਹਿਰ ਵਿਖੇ ਔਰਤਾਂ ਲਈ ਵਿਸ਼ਾਲ	[939, 115, 1387, 154]
divider-h-4	[31, 1679, 782, 1680]
a8-col-4: ਹਨ। ਆਪ ਦੇ ਖੋਜ ਕਾਰਜਾਂ ਤੇ ਕਈ ਵਿਦਿਆਰਥੀ ਡਿਗਰੀਆਂ ਪ੍ਰਾਪਤ ਕਰ ਚੁੱਕੇ ਹਨ। ਇਸ ਮੌਕੇ ਸੁਰ ਸੰਗਮ ਵਿਦਿਅਕ ਟਰੱਸਟ ਵੱਲੋਂ ਪ੍ਰਿੰ. ਗੋਸਲ ਦਾ ਮਾਣ ਸਨਮਾਨ ਕੀਤਾ ਗਿਆ। ਅੰਤ ਵਿਚ ਪ੍ਰਿੰ. ਗੋਸਲ ਨੇ ਸਭਨਾਂ ਦਾ ਧੰਨਵਾਦ ਕੀਤਾ ਅਤੇ ਕਿਹਾ ਕਿ ਬਾਲ ਸਾਹਿਤ ਨਾਲ ਬੱਚਿਆਂ ਨੂੰ ਜੋੜਨਾ ਅੱਜ ਸਮੇਂ ਦੀ ਮੁੱਖ ਲੋੜ ਹੈ।	[1340, 1695, 1517, 1794]
a4-bullet: ■ ਕੋੜ੍ਹ ਪਿਛਲੇ ਜਨਮਾਂ ਦਾ ਸਰਾਪ ਨਹੀਂ ਰੋਗ ਹੈ ਜਿਸ ਦਾ ਮੁਫ਼ਤ ਇਲਾਜ ਕੀਤਾ ਜਾਂਦਾ ਹੈ : ਜ਼ਿਲਾ ਲੈਪਰੋਸੀ ਅਫ਼ਸਰ ਡਾ. ਰੋਬਿਨ	[986, 779, 1324, 808]
a10-col-4: ਪਾਂ ਜੀ ਤੋਂ ਮੰਗਵਾਏ ਰਹੀ ਅਸ਼ੀਰਵਾਦ ਵੀ ਲਿਆ। ਸ਼ਿਕਾਰ ਵੱਲੋਂ ਪ੍ਰਧਾਨ ਐਸ.ਕੇ ਸਰੀਨ ਅਤੇ ਸਕੱਤਰ ਜੇ.ਐਸ ਗਿੱਦਾ, ਸ.ਜਗਾ ਸਿੰਘ ਸਾਹਿਬ, ਜ਼ੈਲ ਸਿੰਘ, ਮੈਨੇਜਰ ਸ੍ਰੀ ਮਹਿੰਦਰ ਸਿੰਘ, ਸ੍ਰੀ ਰਾਜਿੰਦਰ ਠਾਕੁਰ, ਸ੍ਰੀ ਰਾਜੀਵ ਭਾਰਦਵਾਜ ਹਾਜ਼ਰ ਸਨ। ਇਸ ਮੌਕੇ ਭੈਣ-ਭਰਾ ਨੇ ਸਮਾਜ ਸੇਵਾ ਵਿੱਚ ਅੱਗੇ ਆਉਣ ਦਾ ਪ੍ਰਣ ਲਿਆ ਅਤੇ ਉਨ੍ਹਾਂ ਦਾ ਸਨਮਾਨ ਕੀਤਾ ਗਿਆ।	[1340, 2080, 1517, 2193]
a1-subhead: ਜ਼ਿਲ੍ਹੇ ਵਿਚ ਪ੍ਰਸਤਾਵਿਤ ਮੈਡੀਕਲ ਕਾਲਜ ਲਈ ਦਿੱਤੀ ਗਈ ਜ਼ਮੀਨ ਨੂੰ ਵੀ ਦੇਖਿਆ	[46, 219, 778, 252]
brand-left: PAIGAM-E-JAGAT	[71, 52, 185, 67]
ad-mobile[interactable]: Mobile : 94786-02733	[379, 2261, 656, 2291]
a6-col-2: ਨਿਕਾਸੀ ਦੀ ਸੂਚਨਾ ਮਿਲੀ ਸੀ, ਜਿਸ 'ਤੇ ਕਾਰਵਾਈ ਕਰਦੇ ਹੋਏ ਵਿਭਾਗ ਦੀ ਟੀਮ ਵੱਲੋਂ ਮੌਕੇ ਦਾ ਮੁਆਇਨਾ ਕੀਤਾ ਗਿਆ। ਇਸ ਜਾਂਚ ਦੌਰਾਨ ਕਰੀਬ 29 ਹਜ਼ਾਰ ਵਰਗ ਫੁੱਟ ਰਕਬੇ 'ਚੋਂ 2.32 ਲੱਖ ਘਣ ਫੁੱਟ ਗ੍ਰੇਵਲ ਦੀ ਨਾਜਾਇਜ਼ ਨਿਕਾਸੀ ਪਾਈ ਗਈ। ਉਨ੍ਹਾਂ ਦੱਸਿਆ ਕਿ ਇਸ ਨਿਕਾਸੀ ਲਈ ਵਿਭਾਗ ਤੋਂ ਕੋਈ ਮਨਜ਼ੂਰੀ ਨਹੀਂ ਲਈ ਗਈ ਸੀ ਅਤੇ ਇਹ ਮਾਈਨਜ਼ ਐਂਡ ਮਿਨਰਲਜ਼ ਐਕਟ 1957 ਦੀ ਉਲੰਘਣਾ ਹੈ।	[289, 1442, 527, 1541]
logo-text: PAIGAM-E-JAGAT	[1449, 91, 1500, 97]
a9-col-1: ਪੈਗ਼ਾਮ-ਏ-ਜਗਤ ਹੁਸ਼ਿਆਰਪੁਰ (ਦਲਜੀਤ ਅਜਨੋਹਾ/ਰਵੀ ਸ਼ੁਕਲ ਗੁਰਜ) ਪ੍ਰਿੰਸੀਪਲ ਹਰਭਜਨ ਸਿੰਘ ਸਪੋਰਟਿੰਗ ਕਲੱਬ ਮਾਹਿਲਪੁਰ ਦੇ ਪ੍ਰਧਾਨ ਕੁਲਵੰਤ ਸਿੰਘ ਸੰਘਾ ਅਤੇ ਸ੍ਰੀ ਗੁਰੂ ਗੋਬਿੰਦ ਸਿੰਘ ਖਾਲਸਾ ਕਾਲਜ ਮਾਹਿਲਪੁਰ ਦੇ ਖੇਡ ਮੈਦਾਨ ਵਿਖੇ 62ਵਾਂ ਸਲਾਨਾ ਆਲ ਇੰਡੀਆ ਪ੍ਰਿੰਸੀਪਲ ਹਰਭਜਨ ਸਿੰਘ ਯਾਦਗਾਰੀ ਫੁੱਟਬਾਲ ਟੂਰਨਾਮੈਂਟ 14 ਫਰਵਰੀ ਤੋਂ 21 ਫਰਵਰੀ ਤੱਕ ਕਰਵਾਇਆ ਜਾ ਰਿਹਾ ਹੈ। ਇਸ ਸਬੰਧੀ ਮੀਟਿੰਗ ਵਿਚ ਤਿਆਰੀਆਂ ਦਾ ਜਾਇਜ਼ਾ ਲਿਆ ਗਿਆ। ਇਸ ਮੌਕੇ ਕਲੱਬ ਦੇ ਅਹੁਦੇਦਾਰ ਹਾਜ਼ਰ ਸਨ।	[46, 1764, 227, 1921]
a6-headline-1: ਕੁੱਥਾਹੇੜੀ 'ਚ ਨਜਾਇਜ਼ ਮਾਈਨਿੰਗ ਦਾ	[173, 1285, 658, 1328]
a1-headline-1: ਪੰਜਾਬ ਸਰਕਾਰ ਲੋਕਾਂ ਨੂੰ ਬਿਹਤਰ ਸਿਹਤ ਸੇਵਾਵਾਂ ਮੁਹੱਈਆ	[46, 115, 746, 154]
masthead-title: ਖ਼ਬਰਨਾਮਾ	[678, 38, 862, 88]
a5-col-2: ਨਾਲ ਨਿਹਾਲ ਕੀਤਾ ਗਿਆ ਅਤੇ ਪਿੰਡ ਵਾਸੀਆਂ ਨੇ ਨਗਰ ਕੀਰਤਨ ਵਿਚ ਸ਼ਾਮਲ ਸੰਗਤਾਂ ਲਈ ਵੱਖ-ਵੱਖ ਥਾਵਾਂ 'ਤੇ ਚਾਹ-ਪਕੌੜੇ ਦੇ ਲੰਗਰ ਦਾ ਪ੍ਰਬੰਧ ਕੀਤਾ। ਇਸ ਮੌਕੇ ਪ੍ਰਧਾਨ ਕਮਲਜੀਤ, ਰਣਜੀਤ ਕੁਮਾਰ, ਅਮਨ, ਜੱਸੀ ਸਮੇਤ ਸੰਗਤ ਹਾਜ਼ਰ ਸੀ।	[308, 1129, 539, 1184]
ad-line-2: "ਪੈਗ਼ਾਮ-ਏ-ਜਗਤ" ਅਖਬਾਰ ਲਈ	[355, 2137, 657, 2167]
a1-headline-2: ਕਰਵਾਉਣ ਵਿਚ ਕੋਈ ਕਸਰ ਨਹੀਂ ਛੱਡੇਗੀ : ਡਾ. ਬਲਬੀਰ ਸਿੰਘ	[46, 162, 758, 200]
divider-h-3	[31, 1277, 782, 1278]
a2-bullet: ■ ਡਿਪਟੀ ਕਮਿਸ਼ਨਰ ਨੇ ਕੈਂਪ ਦੀਆਂ ਤਿਆਰੀਆਂ ਦਾ ਲਿਆ ਜਾਇਜ਼ਾ	[801, 285, 978, 312]
a2-photo	[986, 223, 1334, 471]
a3-col-1: ਪੈਗ਼ਾਮ-ਏ-ਜਗਤ,ਗੜ੍ਹਸ਼ੰਕਰ 13 ਫਰਵਰੀ (ਅਰਵਿੰਦ) ਸਰਕਾਰੀ ਹਸਪਤਾਲ ਗੜ੍ਹਸ਼ੰਕਰ ਅਤੇ ਸੀਐੱਚਸੀ ਬੀਣੇਵਾਲ ਦੇ ਓਟ ਕਲੀਨਿਕ ਦੀ ਟੀਮ ਵੱਲੋਂ ਐੱਸਡੀਐੱਮ ਦਫਤਰ ਗੜ੍ਹਸ਼ੰਕਰ ਵਿਖੇ ਲੋਕਾਂ ਨੂੰ ਨਸ਼ਿਆਂ ਖਿਲਾਫ ਜਾਗਰੂਕ ਕੀਤਾ ਗਿਆ। ਇਸ ਮੌਕੇ ਕਾਂਸਲਰ ਲਖਵੀਰ ਕੌਰ ਸਿਵਲ ਹਸਪਤਾਲ ਗੜ੍ਹਸ਼ੰਕਰ ਓਟ ਕਲੀਨਿਕ ਅਤੇ	[46, 600, 192, 742]
a1-photo-1	[231, 259, 490, 422]
a3-col-2: ਰਵਿੰਦਰ ਕੁਮਾਰ ਬੀਣੇਵਾਲ ਨੇ ਨਸ਼ਿਆਂ ਨਾਲ ਹੋਣ ਵਾਲੇ ਨੁਕਸਾਨ ਬਾਰੇ ਜਾਣਕਾਰੀ ਦਿੱਤੀ।	[199, 738, 391, 765]
a10-photo-1: BLOOD DONORS COUNCIL	[978, 2079, 1164, 2211]
ad-line-3: ਪੰਜਾਬ ਦੇ ਵੱਖ-ਵੱਖ ਸ਼ਹਿਰਾਂ ਤੋਂ	[378, 2173, 634, 2202]
divider-h-right-2	[793, 1270, 1525, 1272]
a4-headline-2: ਸੰਬੰਧੀ ਜਾਗਰੂਕਤਾ ਲਈ ਨੁੱਕੜ ਨਾਟਕ ਵਿਖਾਇਆ	[805, 728, 1342, 764]
a4-col-2: ਇਲਾਜ ਪੂਰੀ ਤਰ੍ਹਾਂ ਨਾਲ ਸੰਭਵ ਹੈ। ਸਿਹਤ ਵਿਭਾਗ ਵਲੋਂ ਕੁਸ਼ਟ ਰੋਗ ਦੀ ਜਾਂਚ ਅਤੇ ਇਲਾਜ ਸਾਰੇ ਸਰਕਾਰੀ ਹਸਪਤਾਲਾਂ ਵਿਚ ਮੁਫ਼ਤ ਕੀਤਾ ਜਾਂਦਾ ਹੈ। ਇਸ ਬਿਮਾਰੀ ਦੀ ਸਮੇਂ ਸਿਰ ਪਛਾਣ ਕਰਕੇ ਅਪੰਗਤਾ ਤੋਂ ਬਚਿਆ ਜਾ ਸਕਦਾ ਹੈ।	[986, 979, 1159, 1049]
email-link[interactable]: Info@paigamejagat.com	[71, 69, 229, 83]
a9-bullet-2: ■ ਇਸ ਟੂਰਨਾਮੈਂਟ ਦਾ ਉਦਘਾਟਨ ਹਲਕਾ ਵਿਧਾਇਕ ਡਾਕਟਰ ਇਸ਼ਾਂਕ ਕੁਮਾਰ ਚੱਬੇਵਾਲ ਕਰਨਗੇ	[235, 1800, 561, 1829]
a3-headline: ਐੱਸਡੀਐੱਮ ਦਫਤਰ ਗੜ੍ਹਸ਼ੰਕਰ ਵਿਖੇ ਨਸ਼ਿਆਂ ਖਿਲਾਫ ਜਾਗਰੂਕ ਕੀਤਾ ਗਿਆ	[46, 557, 735, 587]
